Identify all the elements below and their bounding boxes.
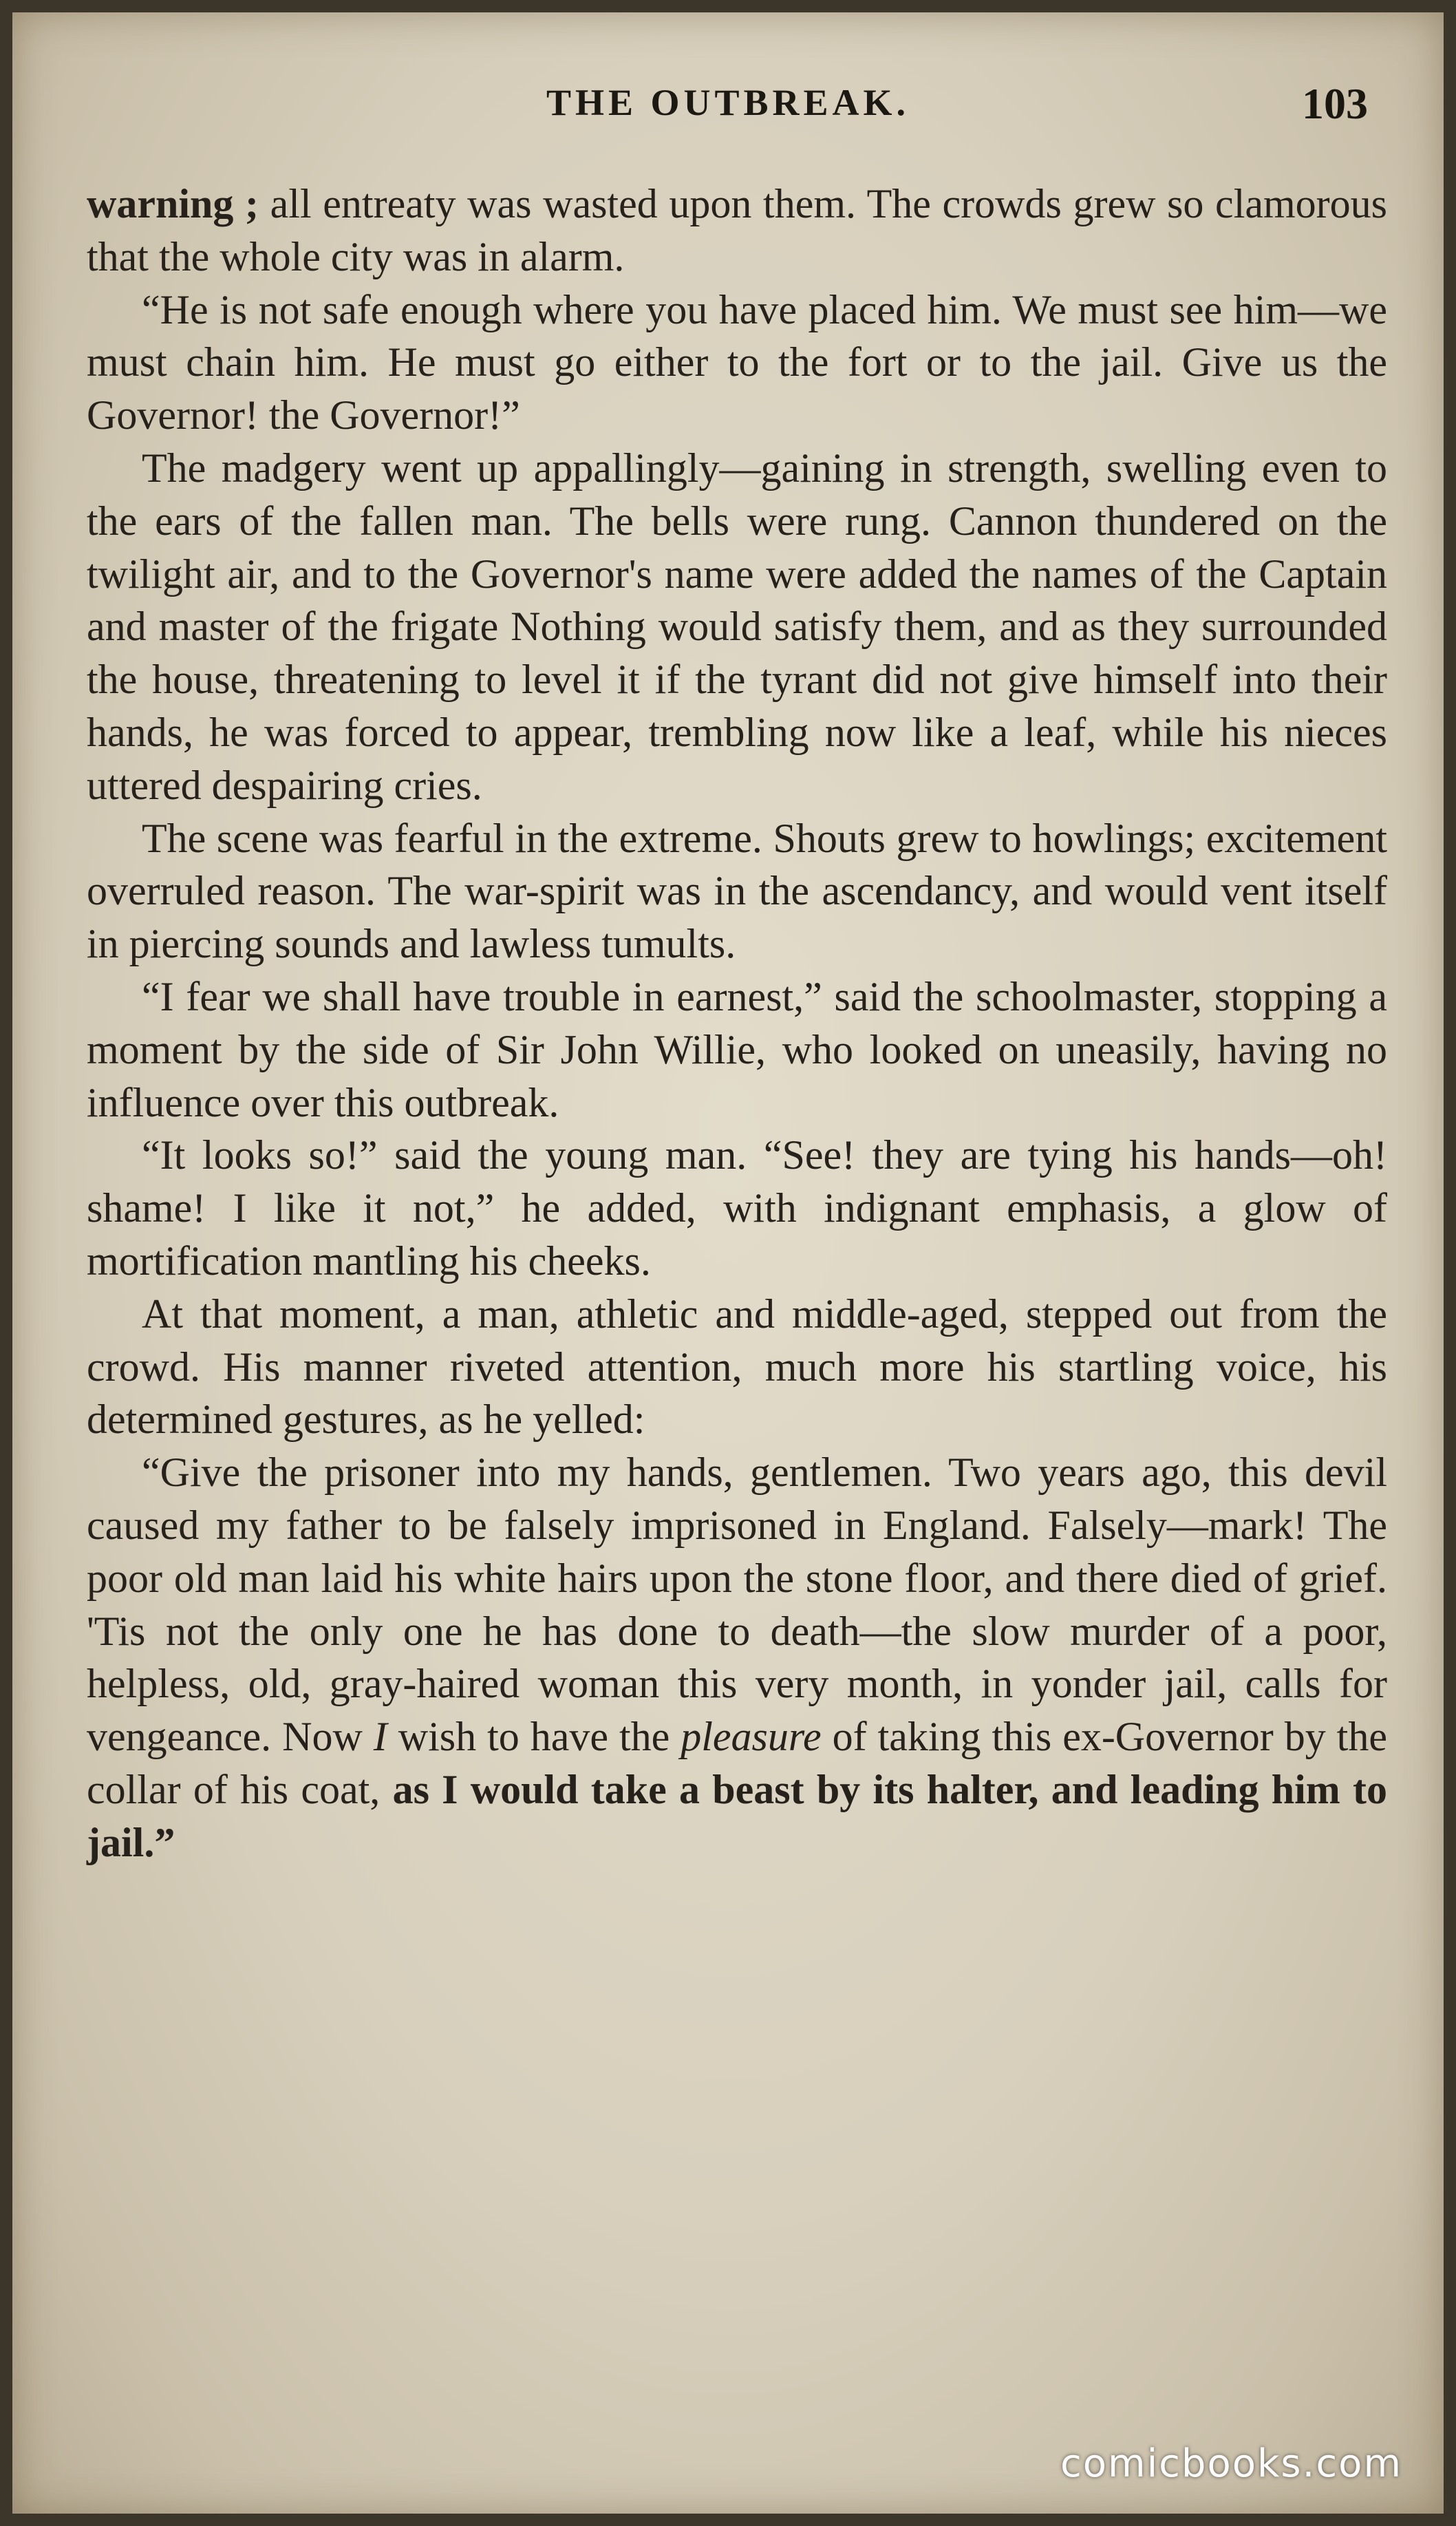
running-head [12,81,1444,136]
paragraph-2: “He is not safe enough where you have placed him. We must see him—we must chain him. He must go either to the fort or to the jail. Give us the Governor! the Governor!” [87,286,1387,438]
paragraph-8-part-c: of taking this ex-Governor by the collar of his coat, [87,1714,1387,1812]
paragraph-8-emphasis-i: I [373,1714,387,1760]
paragraph-8-part-b: wish to have the [387,1714,681,1760]
paragraph-1 [87,178,1387,284]
book-page [12,12,1444,2514]
running-title: THE OUTBREAK. [546,82,910,123]
paragraph-6: “It looks so!” said the young man. “See! they are tying his hands—oh! shame! I like it not,” he added, with indignant emphasis, a glow of mortification mantling his cheeks. [87,1132,1387,1284]
paragraph-8 [87,1446,1387,1869]
paragraph-8-bold-end: as I would take a beast by its halter, and leading him to jail.” [87,1766,1388,1865]
paragraph-5: “I fear we shall have trouble in earnest,” said the schoolmaster, stopping a moment by the side of Sir John Willie, who looked on uneasily, having no influence over this outbreak. [87,973,1387,1125]
paragraph-8-part-a: “Give the prisoner into my hands, gentlemen. Two years ago, this devil caused my father to be falsely imprisoned in England. Falsely—mark! The poor old man laid his white hairs upon the stone floor, and there died of grief. 'Tis not the only one he has done to death—the slow murder of a poor, helpless, old, gray-haired woman this very month, in yonder jail, calls for vengeance. Now [87,1450,1387,1760]
body-text [87,178,1387,1869]
paragraph-4: The scene was fearful in the extreme. Shouts grew to howlings; excitement overruled reason. The war-spirit was in the ascendancy, and would vent itself in piercing sounds and lawless tumults. [87,815,1387,967]
watermark: comicbooks.com [1060,2441,1402,2486]
paragraph-7: At that moment, a man, athletic and middle-aged, stepped out from the crowd. His manner riveted attention, much more his startling voice, his determined gestures, as he yelled: [87,1291,1387,1443]
page-number: 103 [1302,79,1368,128]
paragraph-1-text: all entreaty was wasted upon them. The crowds grew so clamorous that the whole city was in alarm. [87,181,1387,279]
paragraph-8-emphasis-pleasure: pleasure [681,1714,822,1760]
paragraph-1-lead: warning ; [87,181,259,226]
paragraph-3: The madgery went up appallingly—gaining in strength, swelling even to the ears of the fallen man. The bells were rung. Cannon thundered on the twilight air, and to the Governor's name were added the names of the Captain and master of the frigate Nothing would satisfy them, and as they surrounded the house, threatening to level it if the tyrant did not give himself into their hands, he was forced to appear, trembling now like a leaf, while his nieces uttered despairing cries. [87,445,1387,808]
